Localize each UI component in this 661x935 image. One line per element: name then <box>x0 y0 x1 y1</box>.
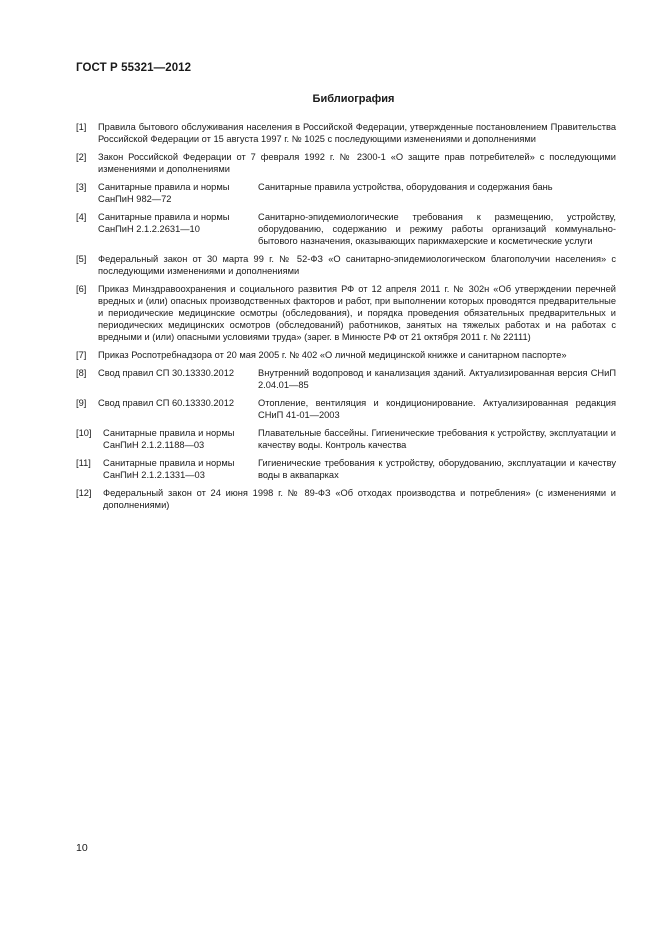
entry-description: Санитарные правила устройства, оборудования и содержания бань <box>258 182 553 192</box>
bibliography-entry <box>76 181 616 205</box>
bibliography-entry <box>76 283 616 343</box>
entry-number: [3] <box>76 182 87 192</box>
entry-text: Приказ Роспотребнадзора от 20 мая 2005 г. № 402 «О личной медицинской книжке и санитарном паспорте» <box>98 350 567 360</box>
entry-number: [6] <box>76 284 87 294</box>
bibliography-entry <box>76 427 616 451</box>
entry-description: Санитарно-эпидемиологические требования к размещению, устройству, оборудованию, содержанию и режиму работы организаций коммунально-бытового назначения, оказывающих парикмахерские и косметические услуги <box>258 212 616 246</box>
bibliography-entry <box>76 211 616 247</box>
bibliography-entry <box>76 367 616 391</box>
entry-document-ref: Свод правил СП 30.13330.2012 <box>98 368 235 378</box>
bibliography-entry <box>76 253 616 277</box>
entry-number: [1] <box>76 122 87 132</box>
entry-description: Гигиенические требования к устройству, оборудованию, эксплуатации и качеству воды в аквапарках <box>258 458 616 480</box>
entry-document-ref: Санитарные правила и нормы СанПиН 2.1.2.2631—10 <box>98 212 230 234</box>
entry-body <box>103 427 616 451</box>
entry-description: Отопление, вентиляция и кондиционирование. Актуализированная редакция СНиП 41-01—2003 <box>258 398 616 420</box>
entry-text: Федеральный закон от 24 июня 1998 г. № 89-ФЗ «Об отходах производства и потребления» (с изменениями и дополнениями) <box>103 488 616 510</box>
entry-text: Федеральный закон от 30 марта 99 г. № 52-ФЗ «О санитарно-эпидемиологическом благополучии населения» с последующими изменениями и дополнениями <box>98 254 616 276</box>
entry-body <box>98 181 616 205</box>
entry-number: [8] <box>76 368 87 378</box>
entry-number: [5] <box>76 254 87 264</box>
entry-body <box>98 367 616 391</box>
entry-number: [2] <box>76 152 87 162</box>
entry-document-ref: Санитарные правила и нормы СанПиН 2.1.2.1188—03 <box>103 428 235 450</box>
document-code-header: ГОСТ Р 55321—2012 <box>76 62 192 74</box>
entry-document-ref: Санитарные правила и нормы СанПиН 982—72 <box>98 182 230 204</box>
entry-number: [10] <box>76 428 92 438</box>
entry-text: Правила бытового обслуживания населения в Российской Федерации, утвержденные постановлением Правительства Российской Федерации от 15 августа 1997 г. № 1025 с последующими изменениями и дополнениями <box>98 122 616 144</box>
entry-text: Закон Российской Федерации от 7 февраля 1992 г. № 2300-1 «О защите прав потребителей» с последующими изменениями и дополнениями <box>98 152 616 174</box>
entry-number: [11] <box>76 458 91 468</box>
bibliography-entry <box>76 397 616 421</box>
bibliography-list <box>76 121 616 511</box>
entry-document-ref: Свод правил СП 60.13330.2012 <box>98 398 235 408</box>
bibliography-entry <box>76 121 616 145</box>
entry-description: Внутренний водопровод и канализация зданий. Актуализированная версия СНиП 2.04.01—85 <box>258 368 616 390</box>
bibliography-entry <box>76 487 616 511</box>
bibliography-entry <box>76 457 616 481</box>
entry-number: [9] <box>76 398 87 408</box>
entry-body <box>98 211 616 247</box>
bibliography-entry <box>76 349 616 361</box>
entry-body <box>98 397 616 421</box>
entry-document-ref: Санитарные правила и нормы СанПиН 2.1.2.1331—03 <box>103 458 235 480</box>
bibliography-title: Библиография <box>312 93 395 105</box>
entry-body <box>103 457 616 481</box>
bibliography-entry <box>76 151 616 175</box>
page-number: 10 <box>76 842 88 854</box>
entry-text: Приказ Минздравоохранения и социального развития РФ от 12 апреля 2011 г. № 302н «Об утверждении перечней вредных и (или) опасных производственных факторов и работ, при выполнении которых проводятся предварительные и периодические медицинские осмотры (обследования), и порядка проведения обязательных предварительных и периодических медицинских осмотров (обследований) работников, занятых на тяжелых работах и на работах с вредными и (или) опасными условиями труда» (зарег. в Минюсте РФ от 21 октября 2011 г. № 22111) <box>98 284 616 342</box>
entry-description: Плавательные бассейны. Гигиенические требования к устройству, эксплуатации и качеству воды. Контроль качества <box>258 428 616 450</box>
entry-number: [12] <box>76 488 92 498</box>
entry-number: [7] <box>76 350 87 360</box>
entry-number: [4] <box>76 212 87 222</box>
